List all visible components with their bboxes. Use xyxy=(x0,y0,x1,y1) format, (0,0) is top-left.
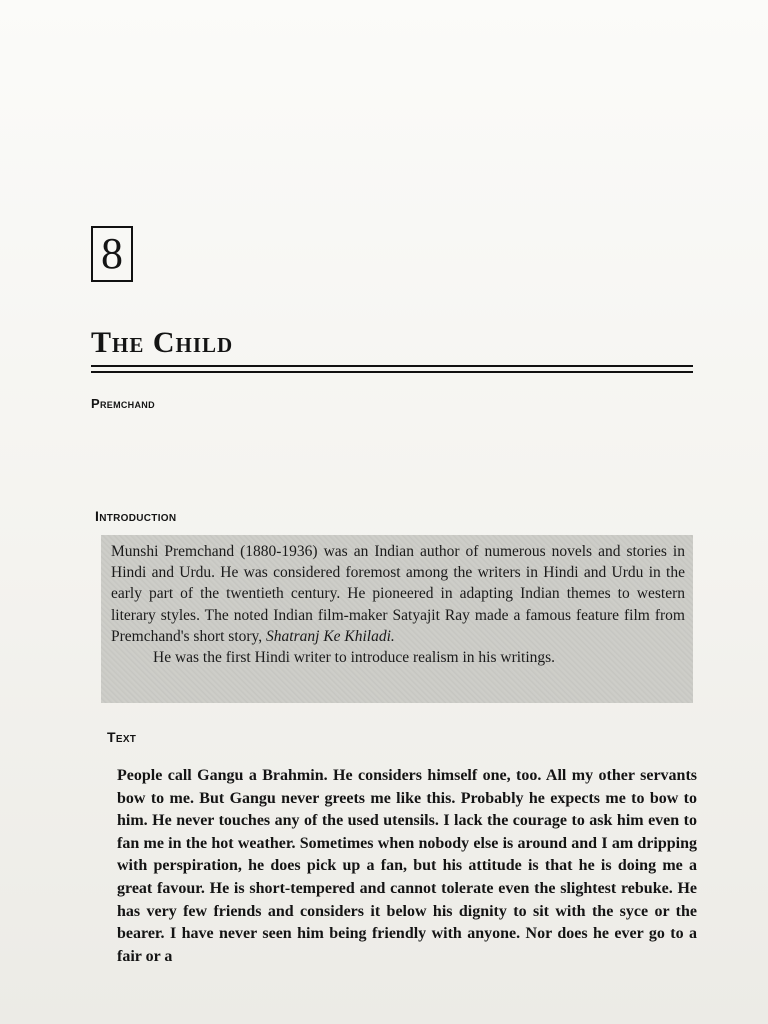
introduction-paragraph-1-text: Munshi Premchand (1880-1936) was an Indian author of numerous novels and stories in Hindi and Urdu. He was considered foremost among the writers in Hindi and Urdu in the early part of the twentieth century. He pioneered in adapting Indian themes to western literary styles. The noted Indian film-maker Satyajit Ray made a famous feature film from Premchand's short story, xyxy=(111,543,685,645)
chapter-title: The Child xyxy=(91,326,234,359)
chapter-author: Premchand xyxy=(91,396,155,411)
introduction-box xyxy=(101,535,693,703)
introduction-paragraph-2: He was the first Hindi writer to introduce realism in his writings. xyxy=(153,649,556,667)
text-heading: Text xyxy=(107,729,137,745)
title-double-rule xyxy=(91,365,693,373)
chapter-number: 8 xyxy=(101,229,123,278)
chapter-number-box xyxy=(91,226,133,282)
introduction-paragraph-1 xyxy=(111,541,685,647)
introduction-heading: Introduction xyxy=(95,508,177,524)
story-text-body: People call Gangu a Brahmin. He considers himself one, too. All my other servants bow to me. But Gangu never greets me like this. Probably he expects me to bow to him. He never touches any of the used utensils. I lack the courage to ask him even to fan me in the hot weather. Sometimes when nobody else is around and I am dripping with perspiration, he does pick up a fan, but his attitude is that he is doing me a great favour. He is short-tempered and cannot tolerate even the slightest rebuke. He has very few friends and considers it below his dignity to sit with the syce or the bearer. I have never seen him being friendly with anyone. Nor does he ever go to a fair or a xyxy=(117,767,697,965)
story-title: Shatranj Ke Khiladi. xyxy=(266,627,395,645)
